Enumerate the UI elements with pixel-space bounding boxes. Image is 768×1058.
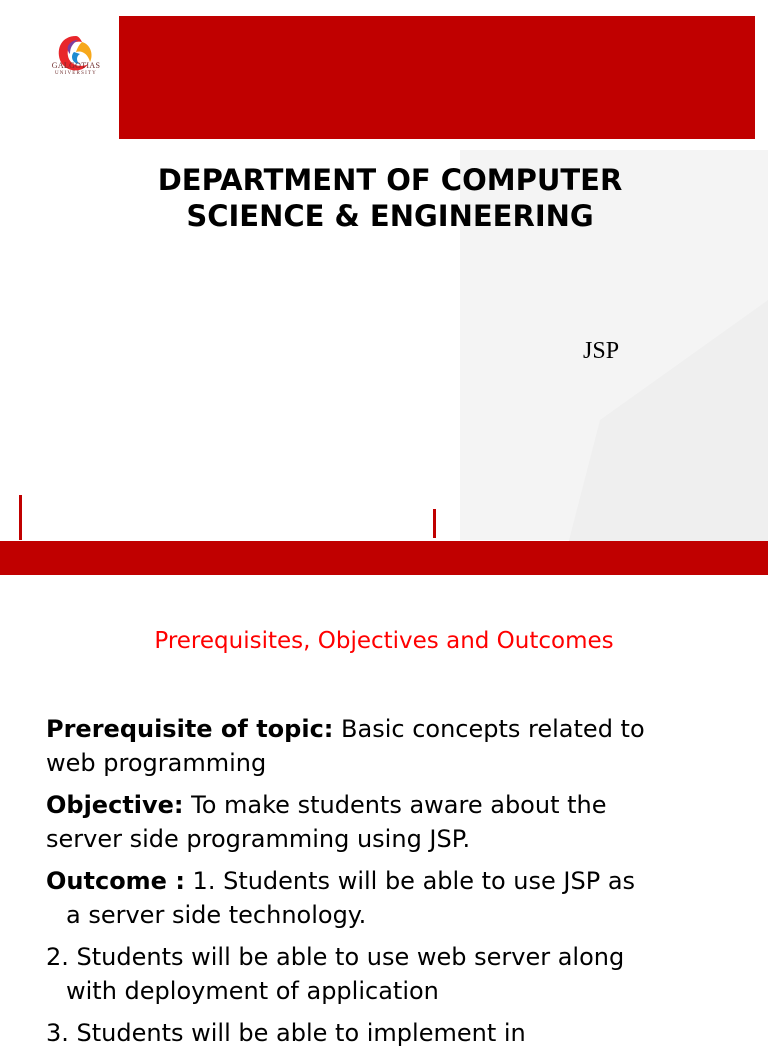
header-red-bar [119, 16, 755, 139]
logo-name: GALGOTIAS [51, 61, 101, 70]
outcome-paragraph [46, 864, 746, 932]
topic-subtitle: JSP [583, 338, 620, 364]
university-logo-icon [48, 22, 104, 90]
outcome-3-paragraph [46, 1016, 746, 1050]
left-accent-line [19, 495, 22, 540]
prerequisite-text: Basic concepts related to [333, 715, 645, 743]
department-title-line1: DEPARTMENT OF COMPUTER [157, 163, 623, 197]
outcome-text: 1. Students will be able to use JSP as [184, 867, 636, 895]
slide-heading: Prerequisites, Objectives and Outcomes [154, 628, 614, 654]
objective-label: Objective: [46, 791, 184, 819]
outcome-2-text-cont: with deployment of application [66, 977, 439, 1005]
department-title [60, 162, 720, 234]
prerequisite-paragraph [46, 712, 746, 780]
content-slide [0, 575, 768, 1047]
department-title-line2: SCIENCE & ENGINEERING [186, 199, 594, 233]
objective-paragraph [46, 788, 746, 856]
footer-red-bar [0, 541, 768, 575]
outcome-2-text: 2. Students will be able to use web server along [46, 943, 625, 971]
middle-accent-line [433, 509, 436, 538]
prerequisite-label: Prerequisite of topic: [46, 715, 334, 743]
prerequisite-text-cont: web programming [46, 749, 267, 777]
objective-text: To make students aware about the [183, 791, 607, 819]
outcome-label: Outcome : [46, 867, 185, 895]
objective-text-cont: server side programming using JSP. [46, 825, 471, 853]
outcome-text-cont: a server side technology. [66, 901, 367, 929]
outcome-2-paragraph [46, 940, 746, 1008]
slide-body [46, 712, 746, 1058]
logo-subtitle: UNIVERSITY [55, 71, 97, 76]
outcome-3-text: 3. Students will be able to implement in [46, 1019, 526, 1047]
